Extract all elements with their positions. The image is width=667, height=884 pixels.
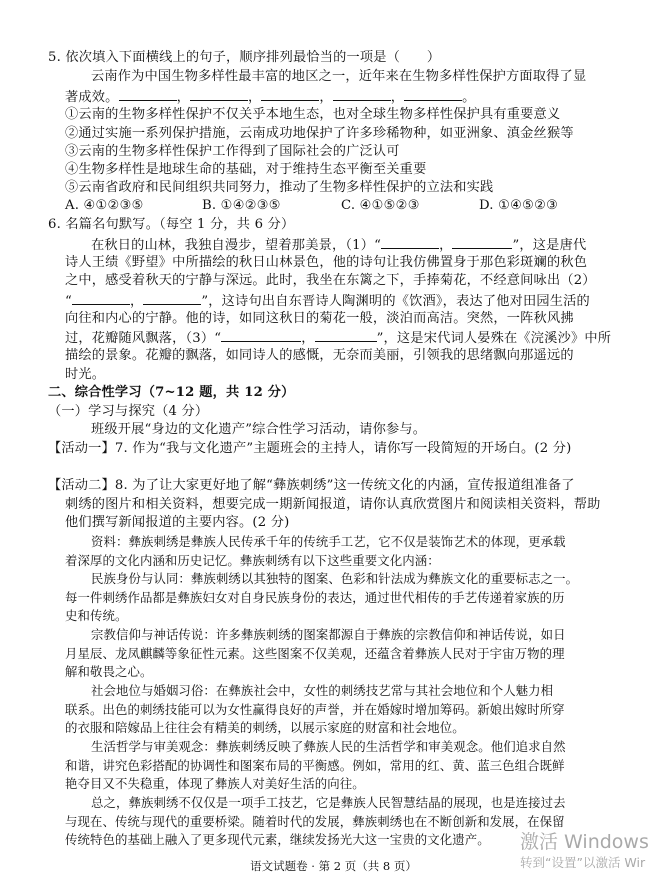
q5-sentence-1: ①云南的生物多样性保护不仅关乎本地生态，也对全球生物多样性保护具有重要意义 <box>65 107 561 122</box>
q5-sentence-4: ④生物多样性是地球生命的基础，对于维持生态平衡至关重要 <box>65 162 427 177</box>
q6-blank-3a[interactable] <box>221 328 301 342</box>
q6-line-1: 在秋日的山林，我独自漫步，望着那美景，（1）“ ， ”，这是唐代 <box>91 235 586 255</box>
material-line: 传统特色的基础上融入了更多现代元素，继续发扬光大这一宝贵的文化遗产。 <box>65 832 490 847</box>
q5-option-d[interactable]: D. ①④⑤②③ <box>479 198 559 213</box>
q5-option-c[interactable]: C. ④①⑤②③ <box>341 198 420 213</box>
q6-blank-2a[interactable] <box>72 291 130 305</box>
material-line: 月星辰、龙凤麒麟等象征性元素。这些图案不仅美观，还蕴含着彝族人民对于宇宙万物的理 <box>65 646 565 661</box>
activity-2-line-3: 他们撰写新闻报道的主要内容。(2 分) <box>65 515 290 530</box>
q5-option-a[interactable]: A. ④①②③⑤ <box>65 198 144 213</box>
material-line: 史和传统。 <box>65 608 128 623</box>
activation-watermark-title: 激活 Windows <box>520 831 649 853</box>
material-line: 生活哲学与审美观念：彝族刺绣反映了彝族人民的生活哲学和审美观念。他们追求自然 <box>91 739 566 754</box>
q5-sentence-3: ③云南的生物多样性保护工作得到了国际社会的广泛认可 <box>65 144 400 159</box>
material-line: 资料：彝族刺绣是彝族人民传承千年的传统手工艺，它不仅是装饰艺术的体现，更承载 <box>91 534 566 549</box>
page-footer: 语文试题卷 · 第 2 页（共 8 页） <box>250 859 417 873</box>
section2-sub: （一）学习与探究（4 分） <box>48 404 209 419</box>
q6-line-7: 描绘的景象。花瓣的飘落，如同诗人的感慨，无奈而美丽，引领我的思绪飘向那遥远的 <box>65 348 574 363</box>
q6-line-4: “ ， ”，这诗句出自东晋诗人陶渊明的《饮酒》，表达了他对田园生活的 <box>65 291 590 311</box>
activity-1: 【活动一】7. 作为“我与文化遗产”主题班会的主持人，请你写一段简短的开场白。(2 分) <box>48 441 572 456</box>
q6-line-3: 之中，感受着秋天的宁静与深远。此时，我坐在东篱之下，手捧菊花，不经意间咏出（2） <box>65 273 596 288</box>
section2-heading: 二、综合性学习（7~12 题，共 12 分） <box>48 385 295 400</box>
q6-blank-1b[interactable] <box>452 235 512 249</box>
activity-2-line-2: 刺绣的图片和相关资料，想要完成一期新闻报道，请你认真欣赏图片和阅读相关资料，帮助 <box>65 497 601 512</box>
q6-line-6: 过，花瓣随风飘落，（3）“ ， ”，这是宋代词人晏殊在《浣溪沙》中所 <box>65 328 611 348</box>
q5-stem: 5. 依次填入下面横线上的句子，顺序排列最恰当的一项是（ ） <box>48 50 441 65</box>
material-line: 着深厚的文化内涵和历史记忆。彝族刺绣有以下这些重要文化内涵： <box>65 553 440 568</box>
q6-line-2: 诗人王绩《野望》中所描绘的秋日山林景色，他的诗句让我仿佛置身于那色彩斑斓的秋色 <box>65 255 588 270</box>
material-line: 每一件刺绣作品都是彝族妇女对自身民族身份的表达，通过世代相传的手艺传递着家族的历 <box>65 590 565 605</box>
q5-intro-cont: 著成效。 ， ， ， ， 。 <box>65 87 476 107</box>
material-line: 宗教信仰与神话传说：许多彝族刺绣的图案都源自于彝族的宗教信仰和神话传说，如日 <box>91 627 566 642</box>
q6-line-8: 时光。 <box>65 367 106 382</box>
material-line: 艳夺目又不失稳重，体现了彝族人对美好生活的向往。 <box>65 776 365 791</box>
material-line: 与现在、传统与现代的重要桥梁。随着时代的发展，彝族刺绣也在不断创新和发展，在保留 <box>65 814 565 829</box>
material-line: 和谐，讲究色彩搭配的协调性和图案布局的平衡感。例如，常用的红、黄、蓝三色组合既鲜 <box>65 758 565 773</box>
q5-sentence-2: ②通过实施一系列保护措施，云南成功地保护了许多珍稀物种，如亚洲象、滇金丝猴等 <box>65 126 574 141</box>
q5-option-b[interactable]: B. ①④②③⑤ <box>202 198 281 213</box>
section2-intro: 班级开展“身边的文化遗产”综合性学习活动，请你参与。 <box>91 422 427 437</box>
q5-sentence-5: ⑤云南省政府和民间组织共同努力，推动了生物多样性保护的立法和实践 <box>65 180 494 195</box>
q6-blank-2b[interactable] <box>143 291 201 305</box>
material-line: 民族身份与认同：彝族刺绣以其独特的图案、色彩和针法成为彝族文化的重要标志之一。 <box>91 571 579 586</box>
material-line: 的衣服和陪嫁品上往往会有精美的刺绣，以展示家庭的财富和社会地位。 <box>65 720 465 735</box>
material-line: 联系。出色的刺绣技能可以为女性赢得良好的声誉，并在婚嫁时增加筹码。新娘出嫁时所穿 <box>65 702 565 717</box>
material-line: 解和敬畏之心。 <box>65 664 153 679</box>
activation-watermark-subtitle: 转到“设置”以激活 Wir <box>520 855 646 870</box>
material-line: 总之，彝族刺绣不仅仅是一项手工技艺，它是彝族人民智慧结晶的展现，也是连接过去 <box>91 795 566 810</box>
activity-2-line-1: 【活动二】8. 为了让大家更好地了解“彝族刺绣”这一传统文化的内涵，宣传报道组准备了 <box>48 478 575 493</box>
q6-blank-1a[interactable] <box>381 235 439 249</box>
q6-stem: 6. 名篇名句默写。（每空 1 分，共 6 分） <box>48 217 295 232</box>
q5-intro: 云南作为中国生物多样性最丰富的地区之一，近年来在生物多样性保护方面取得了显 <box>91 69 587 84</box>
q6-blank-3b[interactable] <box>315 328 377 342</box>
q6-line-5: 向往和内心的宁静。他的诗，如同这秋日的菊花一般，淡泊而高洁。突然，一阵秋风拂 <box>65 311 574 326</box>
material-line: 社会地位与婚姻习俗：在彝族社会中，女性的刺绣技艺常与其社会地位和个人魅力相 <box>91 683 554 698</box>
